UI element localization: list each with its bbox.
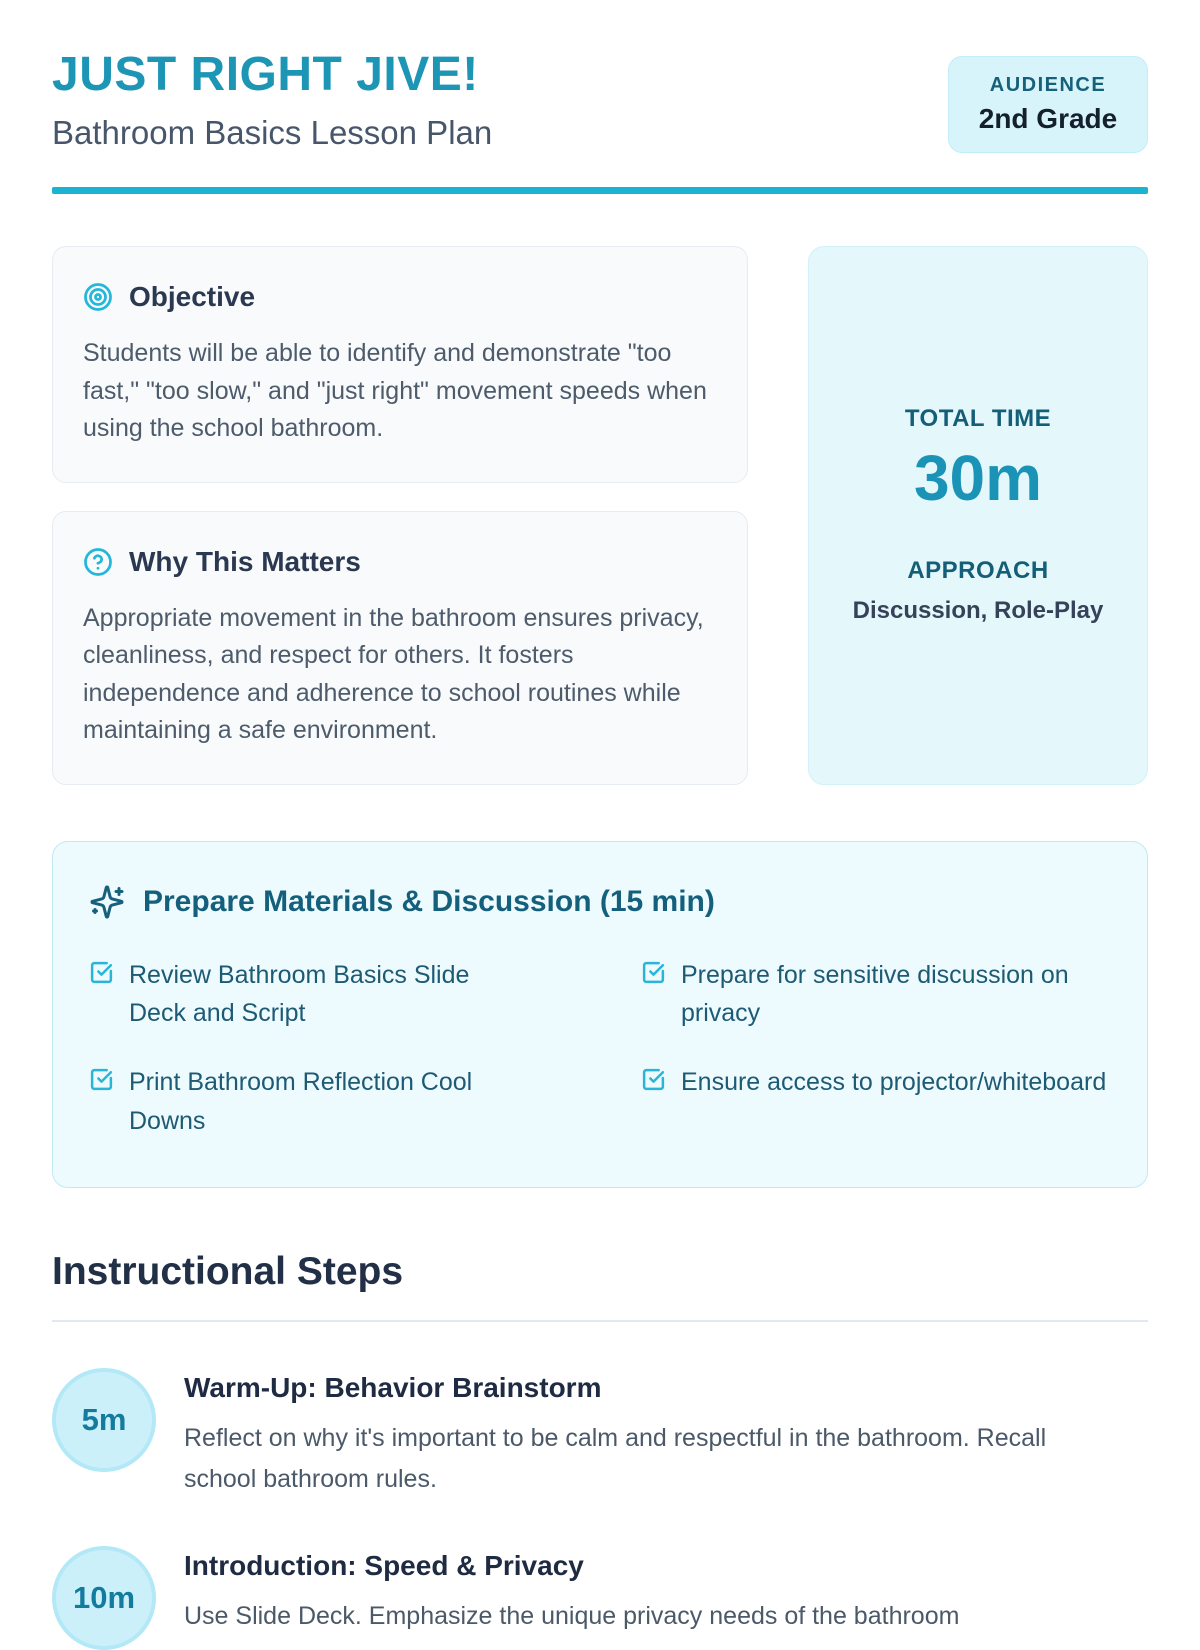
step-time-badge: 10m (52, 1546, 156, 1650)
step-description: Reflect on why it's important to be calm and respectful in the bathroom. Recall school bathroom rules. (184, 1423, 1047, 1493)
step-item (52, 1546, 1148, 1650)
step-body (184, 1368, 1094, 1501)
header-titles (52, 50, 492, 152)
objective-title: Objective (129, 281, 256, 312)
step-description: Use Slide Deck. Emphasize the unique privacy needs of the bathroom (184, 1602, 960, 1630)
objective-body: Students will be able to identify and demonstrate "too fast," "too slow," and "just right" movement speeds when using the school bathroom. (83, 339, 707, 442)
header-divider (52, 187, 1148, 194)
checklist-item-text: Review Bathroom Basics Slide Deck and Script (129, 960, 470, 1028)
prepare-checklist (89, 956, 1111, 1141)
why-title-row (83, 546, 717, 578)
step-title: Introduction: Speed & Privacy (184, 1550, 584, 1581)
step-time-badge: 5m (52, 1368, 156, 1472)
checklist-item (641, 956, 1111, 1034)
header (52, 50, 1148, 153)
page-subtitle: Bathroom Basics Lesson Plan (52, 114, 493, 152)
checklist-item-text: Prepare for sensitive discussion on privacy (681, 960, 1069, 1028)
objective-card (52, 246, 748, 483)
total-time-value: 30m (913, 442, 1043, 515)
checklist-item-text: Print Bathroom Reflection Cool Downs (129, 1068, 473, 1135)
prepare-materials-card (52, 841, 1148, 1188)
why-this-matters-card (52, 511, 748, 785)
step-item (52, 1368, 1148, 1501)
audience-value: 2nd Grade (978, 103, 1118, 134)
instructional-steps-heading: Instructional Steps (52, 1249, 404, 1293)
audience-badge (948, 56, 1148, 153)
step-body (184, 1546, 959, 1650)
checklist-item (89, 956, 529, 1034)
approach-label: APPROACH (907, 557, 1049, 585)
page-title: JUST RIGHT JIVE! (52, 48, 479, 101)
sparkles-icon (89, 884, 125, 920)
check-square-icon (641, 960, 666, 985)
target-icon (83, 282, 113, 312)
prepare-title-row (89, 884, 1111, 920)
help-circle-icon (83, 547, 113, 577)
why-this-matters-body: Appropriate movement in the bathroom ensures privacy, cleanliness, and respect for others. It fosters independence and adherence to school routines while maintaining a safe environment. (83, 603, 704, 744)
check-square-icon (641, 1067, 666, 1092)
approach-value: Discussion, Role-Play (852, 597, 1104, 625)
stats-card (808, 246, 1148, 785)
audience-label: AUDIENCE (989, 74, 1107, 96)
check-square-icon (89, 1067, 114, 1092)
objective-title-row (83, 281, 717, 313)
checklist-item-text: Ensure access to projector/whiteboard (681, 1068, 1107, 1096)
checklist-item (89, 1063, 529, 1141)
check-square-icon (89, 960, 114, 985)
why-this-matters-title: Why This Matters (129, 545, 361, 577)
checklist-item (641, 1063, 1111, 1141)
overview-section (52, 246, 1148, 785)
steps-divider (52, 1320, 1148, 1322)
total-time-label: TOTAL TIME (904, 405, 1052, 433)
step-title: Warm-Up: Behavior Brainstorm (184, 1371, 602, 1403)
prepare-title: Prepare Materials & Discussion (15 min) (143, 884, 715, 918)
